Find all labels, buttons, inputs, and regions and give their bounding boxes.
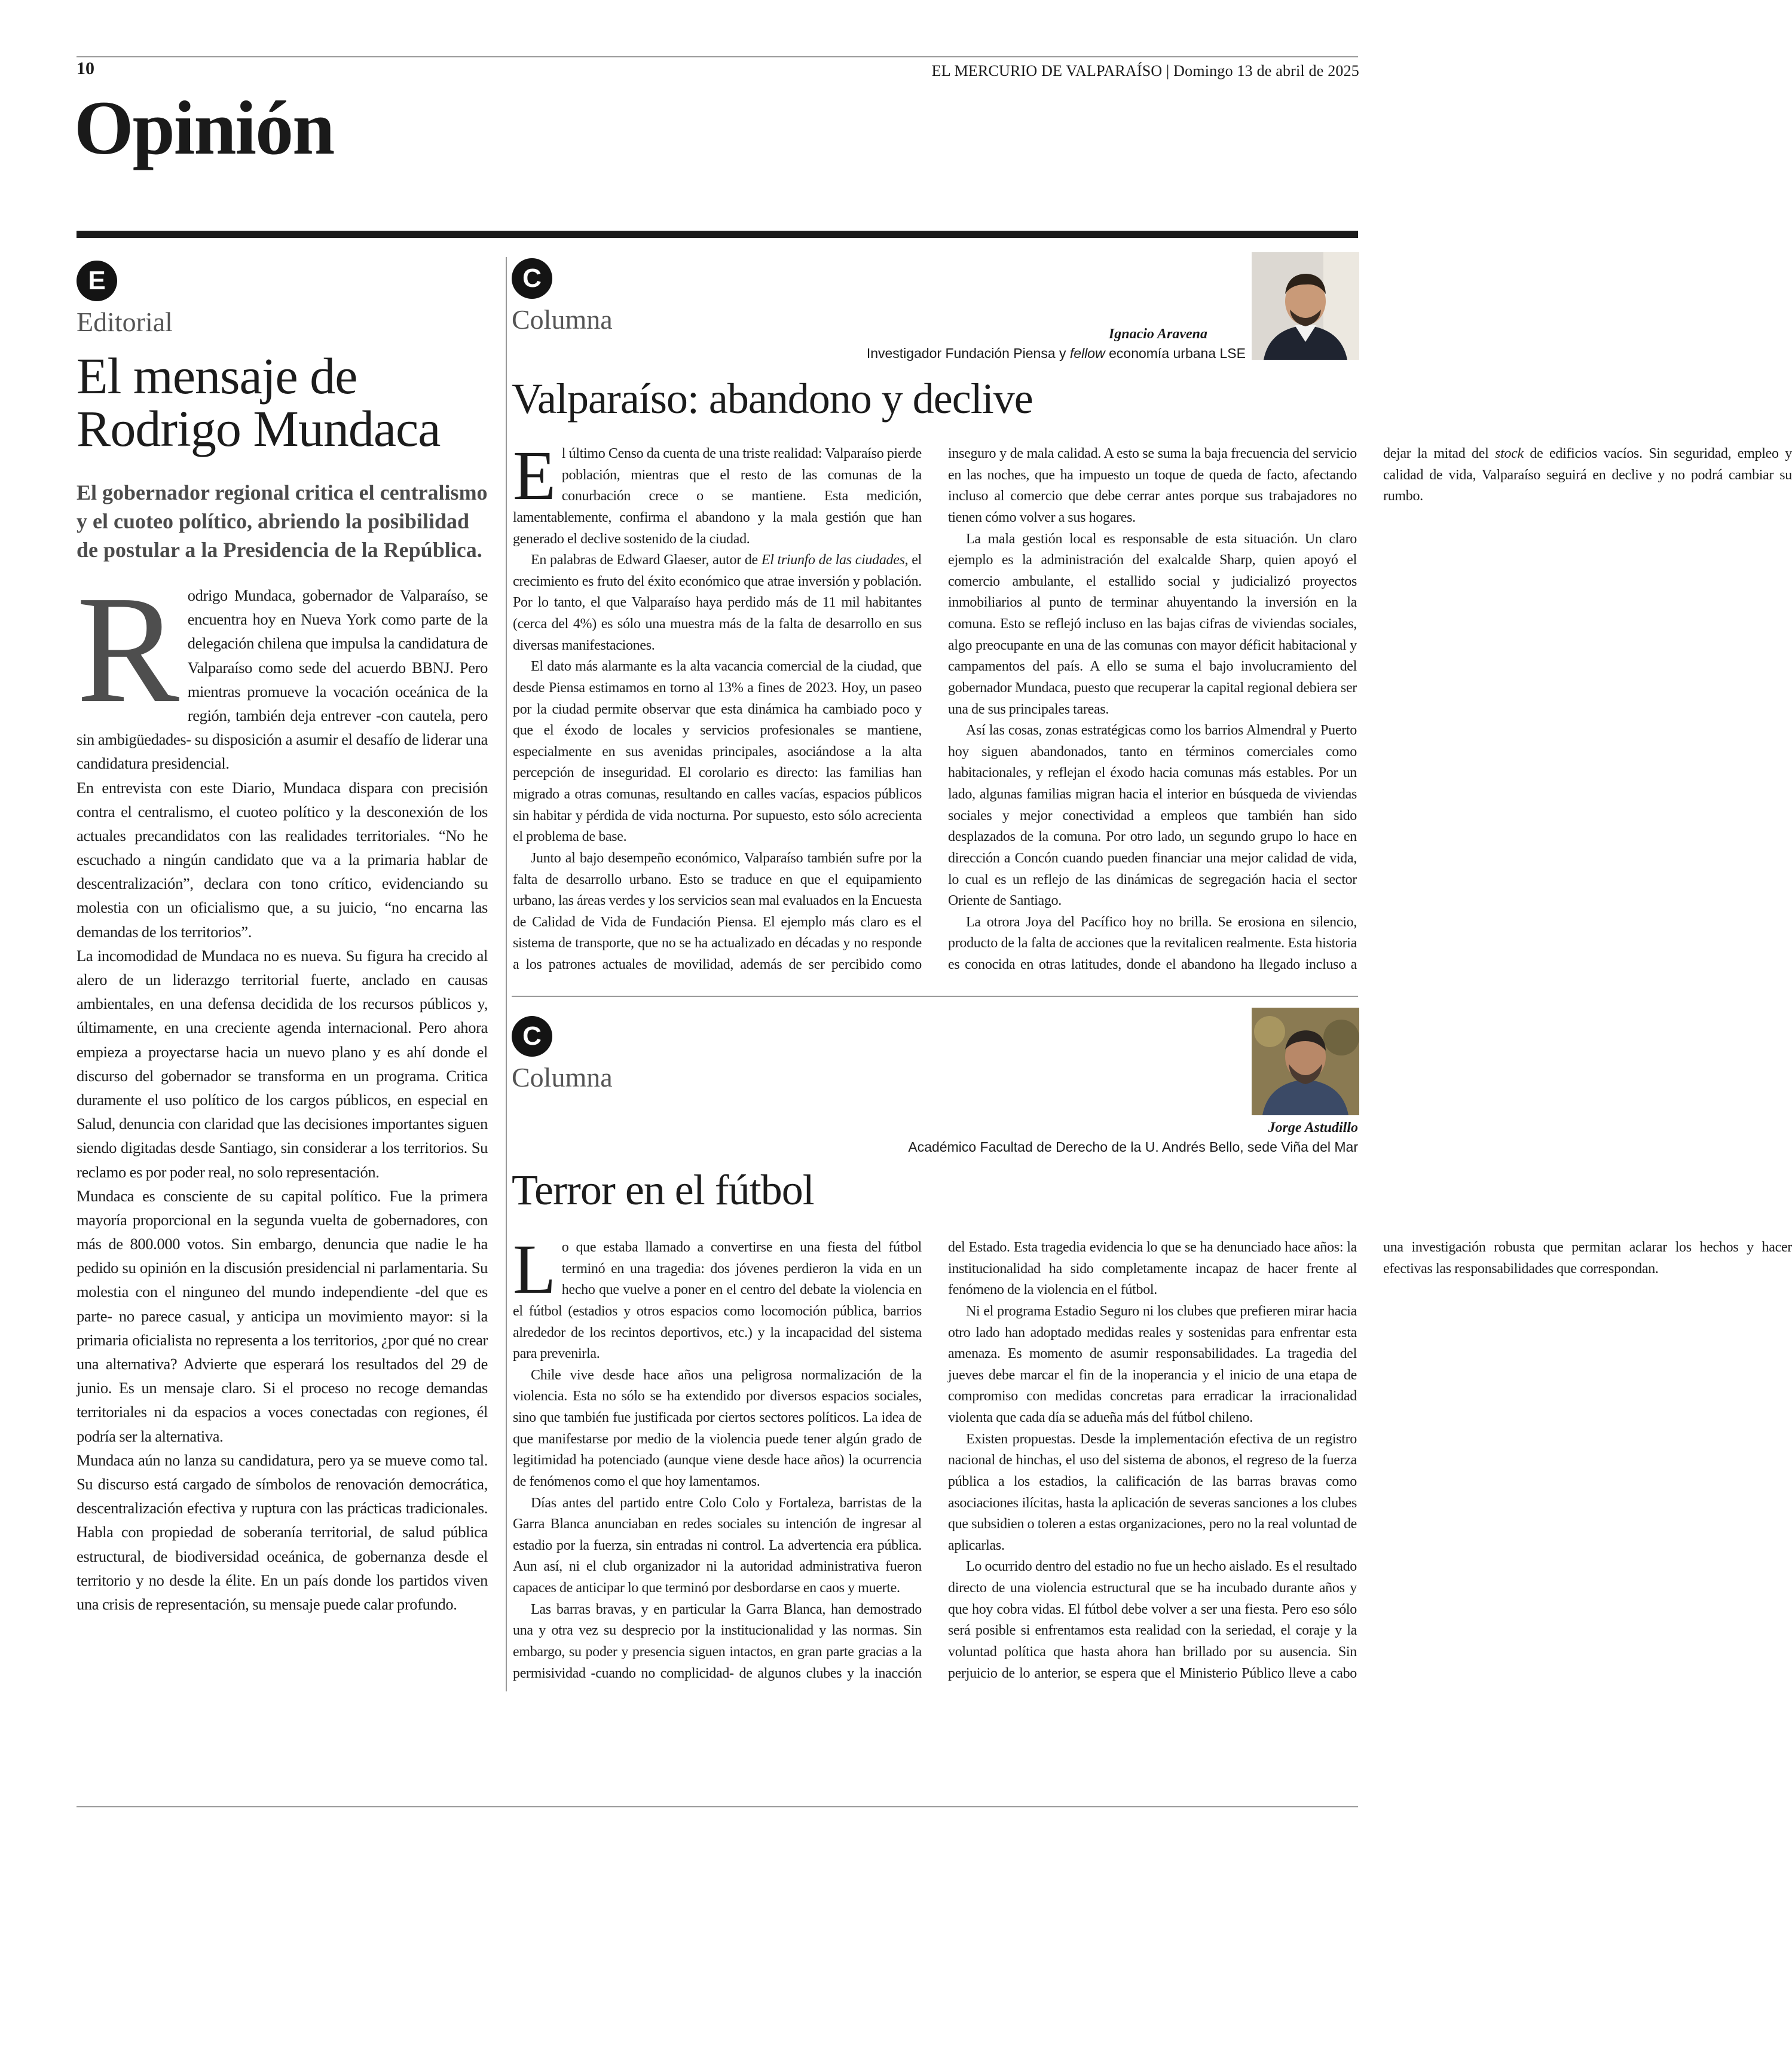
column2-paragraph: Chile vive desde hace años una peligrosa normalización de la violencia. Esta no sólo se ha extendido por diversos espacios sociales, sino que también fue justificada por ciertos sectores políticos. La idea de que manifestarse por medio de la violencia puede tener algún grado de legitimidad ha potenciado (aunque viene desde hace años) la ocurrencia de fenómenos como el que hoy lamentamos. [513,1367,922,1489]
column2-paragraph: Días antes del partido entre Colo Colo y Fortaleza, barristas de la Garra Blanca anunciaban en redes sociales su intención de ingresar al estadio por la fuerza, sin entradas ni control. La advertencia era pública. Aun así, ni el club organizador ni la autoridad administrativa fueron capaces de anticipar lo que terminó por desbordarse en caos y muerte. [513,1495,922,1596]
editorial-badge: E [77,261,117,301]
column2-paragraph: Lo que estaba llamado a convertirse en una fiesta del fútbol terminó en una tragedia: dos jóvenes perdieron la vida en un hecho que vuelve a poner en el centro del debate la violencia en el fútbol (estadios y otros espacios como locomoción pública, barrios alrededor de los recintos deportivos, etc.) y la incapacidad del sistema para prevenirla. [513,1230,922,1362]
column1-author-role: Investigador Fundación Piensa y fellow economía urbana LSE [866,345,1246,361]
section-rule [77,231,1358,238]
editorial-headline: El mensaje de Rodrigo Mundaca [77,347,441,457]
column1-body [513,436,1792,985]
column-separator [512,996,1358,997]
column1-author: Ignacio Aravena [1108,326,1207,342]
editorial-paragraph: La incomodidad de Mundaca no es nueva. Su figura ha crecido al alero de un liderazgo territorial fuerte, anclado en causas ambientales, en una defensa decidida de los recursos públicos y, últimamente, en una creciente agenda internacional. Pero ahora empieza a proyectarse hacia un nuevo plano y es ahí donde el discurso del gobernador se transforma en un programa. Critica duramente el uso político de los cargos públicos, en especial en Salud, denuncia con claridad que las decisiones importantes siguen siendo digitadas desde Santiago, sin considerar a los territorios. Su reclamo es por poder real, no solo representación. [77,946,488,1181]
column1-paragraph: En palabras de Edward Glaeser, autor de El triunfo de las ciudades, el crecimiento es fruto del éxito económico que atrae inversión y población. Por lo tanto, el que Valparaíso haya perdido más de 11 mil habitantes (cerca del 4%) es sólo una muestra más de la falta de desarrollo en sus diversas manifestaciones. [513,552,922,653]
column1-paragraph: El último Censo da cuenta de una triste realidad: Valparaíso pierde población, mientras que el resto de las comunas de la conurbación crece o se mantiene. Esta medición, lamentablemente, confirma el abandono y la mala gestión que han generado el declive sostenido de la ciudad. [513,436,922,547]
column2-badge: C [512,1016,552,1057]
editorial-paragraph: Mundaca aún no lanza su candidatura, pero ya se mueve como tal. Su discurso está cargado de símbolos de renovación democrática, descentralización efectiva y ruptura con las prácticas tradicionales. Habla con propiedad de soberanía territorial, de salud pública estructural, de biodiversidad oceánica, de gobernanza desde el territorio y no desde la élite. En un país donde los partidos viven una crisis de representación, su mensaje puede calar profundo. [77,1451,488,1613]
column1-dropcap: E [513,436,556,515]
column2-kind-label: Columna [512,1062,613,1093]
column2-dropcap: L [513,1230,556,1308]
column1-paragraph: El dato más alarmante es la alta vacancia comercial de la ciudad, que desde Piensa estimamos en torno al 13% a fines de 2023. Hoy, un paseo por la ciudad permite observar que esta dinámica ha cambiado poco y que el éxodo de locales y servicios profesionales se mantiene, especialmente en sus avenidas principales, asociándose a la alta percepción de inseguridad. El corolario es directo: las familias han migrado a otras comunas, resultando en calles vacías, espacios públicos sin habitar y pérdida de vida nocturna. Por supuesto, esto sólo acrecienta el problema de base. [513,659,922,845]
column1-headline: Valparaíso: abandono y declive [512,375,1033,423]
column2-body [513,1230,1792,1703]
column1-paragraph: La otrora Joya del Pacífico hoy no brilla. Se erosiona en silencio, producto de la falta de acciones que la revitalicen realmente. Esta historia es conocida en otras latitudes, donde el abandono ha llegado incluso a dejar la mitad del stock de edificios vacíos. Sin seguridad, empleo y calidad de vida, Valparaíso seguirá en declive y no podrá cambiar su rumbo. [948,446,1792,972]
top-rule [77,56,1358,57]
column2-paragraph: Las barras bravas, y en particular la Garra Blanca, han demostrado una y otra vez su desprecio por la institucionalidad y las normas. Sin embargo, su poder y presencia siguen intactos, en gran parte gracias a la permisividad -cuando no complicidad- de algunos clubes y la inacción del Estado. Esta tragedia evidencia lo que se ha denunciado hace años: la institucionalidad ha sido completamente incapaz de hacer frente al fenómeno de la violencia en el fútbol. [513,1240,1357,1681]
editorial-paragraph: Rodrigo Mundaca, gobernador de Valparaíso, se encuentra hoy en Nueva York como parte de la delegación chilena que impulsa la candidatura de Valparaíso como sede del acuerdo BBNJ. Pero mientras promueve la vocación oceánica de la región, también deja entrever -con cautela, pero sin ambigüedades- su disposición a asumir el desafío de liderar una candidatura presidencial. [77,564,488,773]
author-photo-aravena [1252,252,1359,360]
column2-paragraph: Lo ocurrido dentro del estadio no fue un hecho aislado. Es el resultado directo de una violencia estructural que se ha incubado durante años y que hoy cobra vidas. El fútbol debe volver a ser una fiesta. Pero eso sólo será posible si enfrentamos esta realidad con la seriedad, el coraje y la voluntad política que hasta ahora han brillado por su ausencia. Sin perjuicio de lo anterior, se espera que el Ministerio Público lleve a cabo una investigación robusta que permitan aclarar los hechos y hacer efectivas las responsabilidades que correspondan. [948,1240,1792,1681]
column2-paragraph: Ni el programa Estadio Seguro ni los clubes que prefieren mirar hacia otro lado han adoptado medidas reales y sostenidas para enfrentar esta amenaza. Es momento de asumir responsabilidades. La tragedia del jueves debe marcar el fin de la inoperancia y el inicio de una etapa de compromiso con medidas concretas para erradicar la irracionalidad violenta que cada día se adueña más del fútbol chileno. [948,1303,1357,1425]
editorial-paragraph: Mundaca es consciente de su capital político. Fue la primera mayoría proporcional en la segunda vuelta de gobernadores, con más de 800.000 votos. Sin embargo, denuncia que nadie le ha pedido su opinión en la discusión presidencial ni parlamentaria. Su molestia con el ninguneo del mundo independiente -del que es parte- no parece casual, y anticipa un movimiento mayor: si la primaria oficialista no representa a los territorios, ¿por qué no crear una alternativa? Advierte que esperará los resultados del 29 de junio. Es un mensaje claro. Si el proceso no recoge demandas territoriales ni da espacios a voces conectadas con regiones, él podría ser la alternativa. [77,1186,488,1445]
column2-paragraph: Existen propuestas. Desde la implementación efectiva de un registro nacional de hinchas, el uso del sistema de abonos, el regreso de la fuerza pública a los estadios, la calificación de las barras bravas como asociaciones ilícitas, hasta la aplicación de severas sanciones a los clubes que subsidien o toleren a estas organizaciones, pero no la real voluntad de aplicarlas. [948,1431,1357,1553]
bottom-rule [77,1806,1358,1807]
editorial-dropcap: R [77,564,179,735]
column1-badge: C [512,258,552,299]
author-photo-astudillo [1252,1008,1359,1115]
column1-paragraph: Junto al bajo desempeño económico, Valparaíso también sufre por la falta de desarrollo urbano. Esto se traduce en que el equipamiento urbano, las áreas verdes y los servicios sean mal evaluados en la Encuesta de Calidad de Vida de Fundación Piensa. El ejemplo más claro es el sistema de transporte, que no se ha actualizado en décadas y no responde a los patrones actuales de movilidad, además de ser percibido como inseguro y de mala calidad. A esto se suma la baja frecuencia del servicio en las noches, que ha impuesto un toque de queda de facto, afectando incluso al comercio que debe cerrar antes porque sus trabajadores no tienen cómo volver a sus hogares. [513,446,1357,972]
section-title: Opinión [74,85,334,170]
column1-paragraph: Así las cosas, zonas estratégicas como los barrios Almendral y Puerto hoy siguen abandonados, tanto en términos comerciales como habitacionales, y reflejan el éxodo hacia comunas más estables. Por un lado, algunas familias migran hacia el interior en búsqueda de viviendas sociales y mejor conectividad a empleos que también han sido desplazados de la comuna. Por otro lado, un segundo grupo lo hace en dirección a Concón cuando pueden financiar una mejor calidad de vida, lo cual es un reflejo de las dinámicas de segregación hacia el sector Oriente de Santiago. [948,723,1357,909]
editorial-paragraph: En entrevista con este Diario, Mundaca dispara con precisión contra el centralismo, el cuoteo político y la desconexión de los actuales precandidatos con las realidades territoriales. “No he escuchado a ningún candidato que va a la primaria hablar de descentralización”, declara con tono crítico, evidenciando su molestia con un oficialismo que, a su juicio, “no encarna las demandas de los territorios”. [77,778,488,941]
column-divider [506,257,507,1691]
column1-kind-label: Columna [512,304,613,335]
column2-author-role: Académico Facultad de Derecho de la U. Andrés Bello, sede Viña del Mar [908,1139,1358,1155]
page-number: 10 [77,59,94,78]
column2-author: Jorge Astudillo [1268,1120,1358,1136]
editorial-body [77,564,488,1616]
column1-paragraph: La mala gestión local es responsable de esta situación. Un claro ejemplo es la administración del exalcalde Sharp, quien apoyó el comercio ambulante, el estallido social y judicializó proyectos inmobiliarios al punto de terminar ahuyentando la inversión en la comuna. Esto se reflejó incluso en las bajas cifras de viviendas sociales, algo preocupante en una de las comunas con mayor déficit habitacional y campamentos del país. A ello se suma el bajo involucramiento del gobernador Mundaca, puesto que recuperar la capital regional debiera ser una de sus principales tareas. [948,531,1357,717]
editorial-kind-label: Editorial [77,307,173,337]
editorial-subtitle: El gobernador regional critica el centralismo y el cuoteo político, abriendo la posibilidad de postular a la Presidencia de la República. [77,481,488,562]
column2-headline: Terror en el fútbol [512,1166,814,1214]
masthead: EL MERCURIO DE VALPARAÍSO | Domingo 13 de abril de 2025 [931,62,1359,79]
